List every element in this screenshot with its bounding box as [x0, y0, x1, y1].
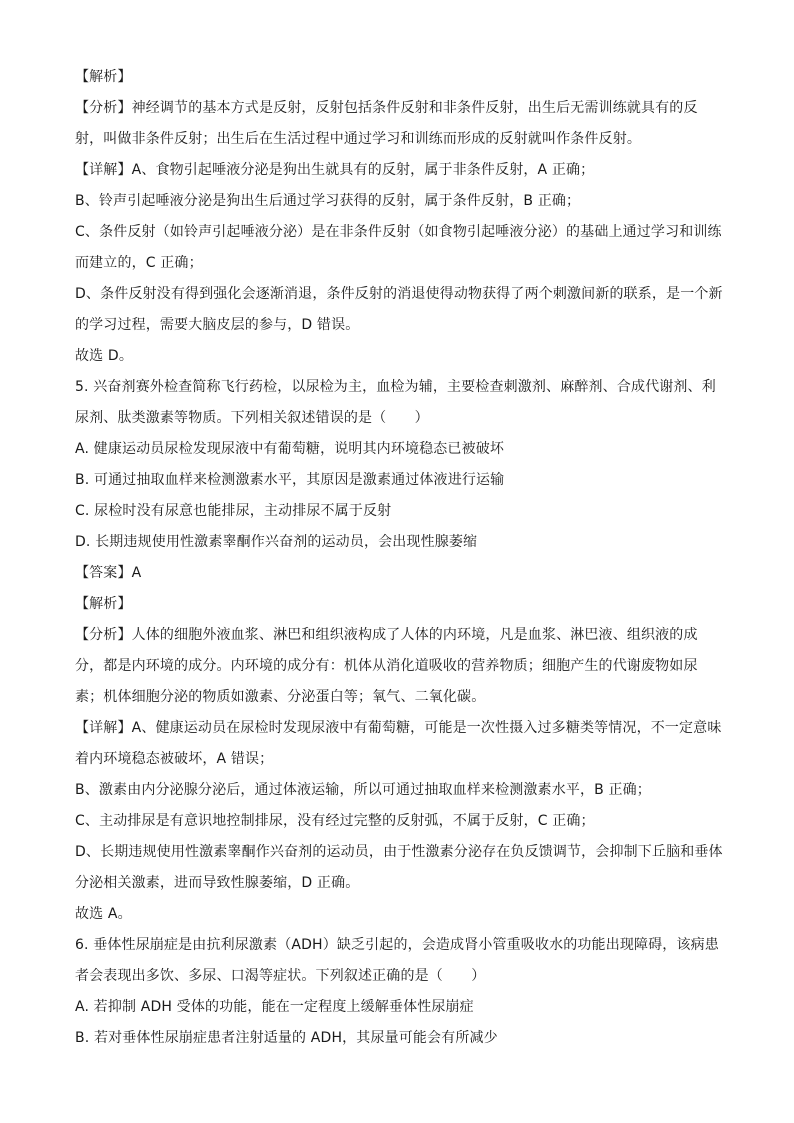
text-line: 而建立的，C 正确；	[75, 255, 203, 271]
question-5-option-a: A. 健康运动员尿检发现尿液中有葡萄糖，说明其内环境稳态已被破坏	[75, 441, 505, 457]
question-5-option-c: C. 尿检时没有尿意也能排尿，主动排尿不属于反射	[75, 503, 392, 519]
text-line: 故选 A。	[75, 906, 132, 922]
text-line: 射，叫做非条件反射；出生后在生活过程中通过学习和训练而形成的反射就叫作条件反射。	[75, 131, 641, 147]
question-5-option-d: D. 长期违规使用性激素睾酮作兴奋剂的运动员，会出现性腺萎缩	[75, 534, 478, 550]
question-6-stem: 6. 垂体性尿崩症是由抗利尿激素（ADH）缺乏引起的，会造成肾小管重吸收水的功能出现障碍，该病患	[75, 937, 719, 953]
text-line: 【详解】A、食物引起唾液分泌是狗出生就具有的反射，属于非条件反射，A 正确；	[75, 162, 595, 178]
text-line: 的学习过程，需要大脑皮层的参与，D 错误。	[75, 317, 360, 333]
text-line: 素；机体细胞分泌的物质如激素、分泌蛋白等；氧气、二氧化碳。	[75, 689, 486, 705]
question-5-option-b: B. 可通过抽取血样来检测激素水平，其原因是激素通过体液进行运输	[75, 472, 505, 488]
text-line: C、主动排尿是有意识地控制排尿，没有经过完整的反射弧，不属于反射，C 正确；	[75, 813, 595, 829]
text-line: 分泌相关激素，进而导致性腺萎缩，D 正确。	[75, 875, 360, 891]
text-line: D、条件反射没有得到强化会逐渐消退，条件反射的消退使得动物获得了两个刺激间新的联系，是一个新	[75, 286, 723, 302]
text-line: B、铃声引起唾液分泌是狗出生后通过学习获得的反射，属于条件反射，B 正确；	[75, 193, 581, 209]
text-line: 【分析】人体的细胞外液血浆、淋巴和组织液构成了人体的内环境，凡是血浆、淋巴液、组织液的成	[75, 627, 698, 643]
question-6-option-b: B. 若对垂体性尿崩症患者注射适量的 ADH，其尿量可能会有所减少	[75, 1030, 498, 1046]
text-line: C、条件反射（如铃声引起唾液分泌）是在非条件反射（如食物引起唾液分泌）的基础上通过学习和训练	[75, 224, 722, 240]
question-6-stem: 者会表现出多饮、多尿、口渴等症状。下列叙述正确的是（ ）	[75, 968, 486, 984]
text-line: B、激素由内分泌腺分泌后，通过体液运输，所以可通过抽取血样来检测激素水平，B 正确；	[75, 782, 651, 798]
question-5-stem: 尿剂、肽类激素等物质。下列相关叙述错误的是（ ）	[75, 410, 429, 426]
document-page	[75, 62, 725, 1054]
text-line: 着内环境稳态被破坏，A 错误；	[75, 751, 274, 767]
answer-label: 【答案】A	[75, 565, 142, 581]
text-line: 【解析】	[75, 596, 132, 612]
text-line: 分，都是内环境的成分。内环境的成分有：机体从消化道吸收的营养物质；细胞产生的代谢废物如尿	[75, 658, 698, 674]
question-6-option-a: A. 若抑制 ADH 受体的功能，能在一定程度上缓解垂体性尿崩症	[75, 999, 474, 1015]
text-line: 【分析】神经调节的基本方式是反射，反射包括条件反射和非条件反射，出生后无需训练就具有的反	[75, 100, 698, 116]
text-line: 【解析】	[75, 69, 132, 85]
text-line: D、长期违规使用性激素睾酮作兴奋剂的运动员，由于性激素分泌存在负反馈调节，会抑制下丘脑和垂体	[75, 844, 723, 860]
question-5-stem: 5. 兴奋剂赛外检查简称飞行药检，以尿检为主，血检为辅，主要检查刺激剂、麻醉剂、合成代谢剂、利	[75, 379, 716, 395]
text-line: 【详解】A、健康运动员在尿检时发现尿液中有葡萄糖，可能是一次性摄入过多糖类等情况，不一定意味	[75, 720, 722, 736]
text-line: 故选 D。	[75, 348, 133, 364]
